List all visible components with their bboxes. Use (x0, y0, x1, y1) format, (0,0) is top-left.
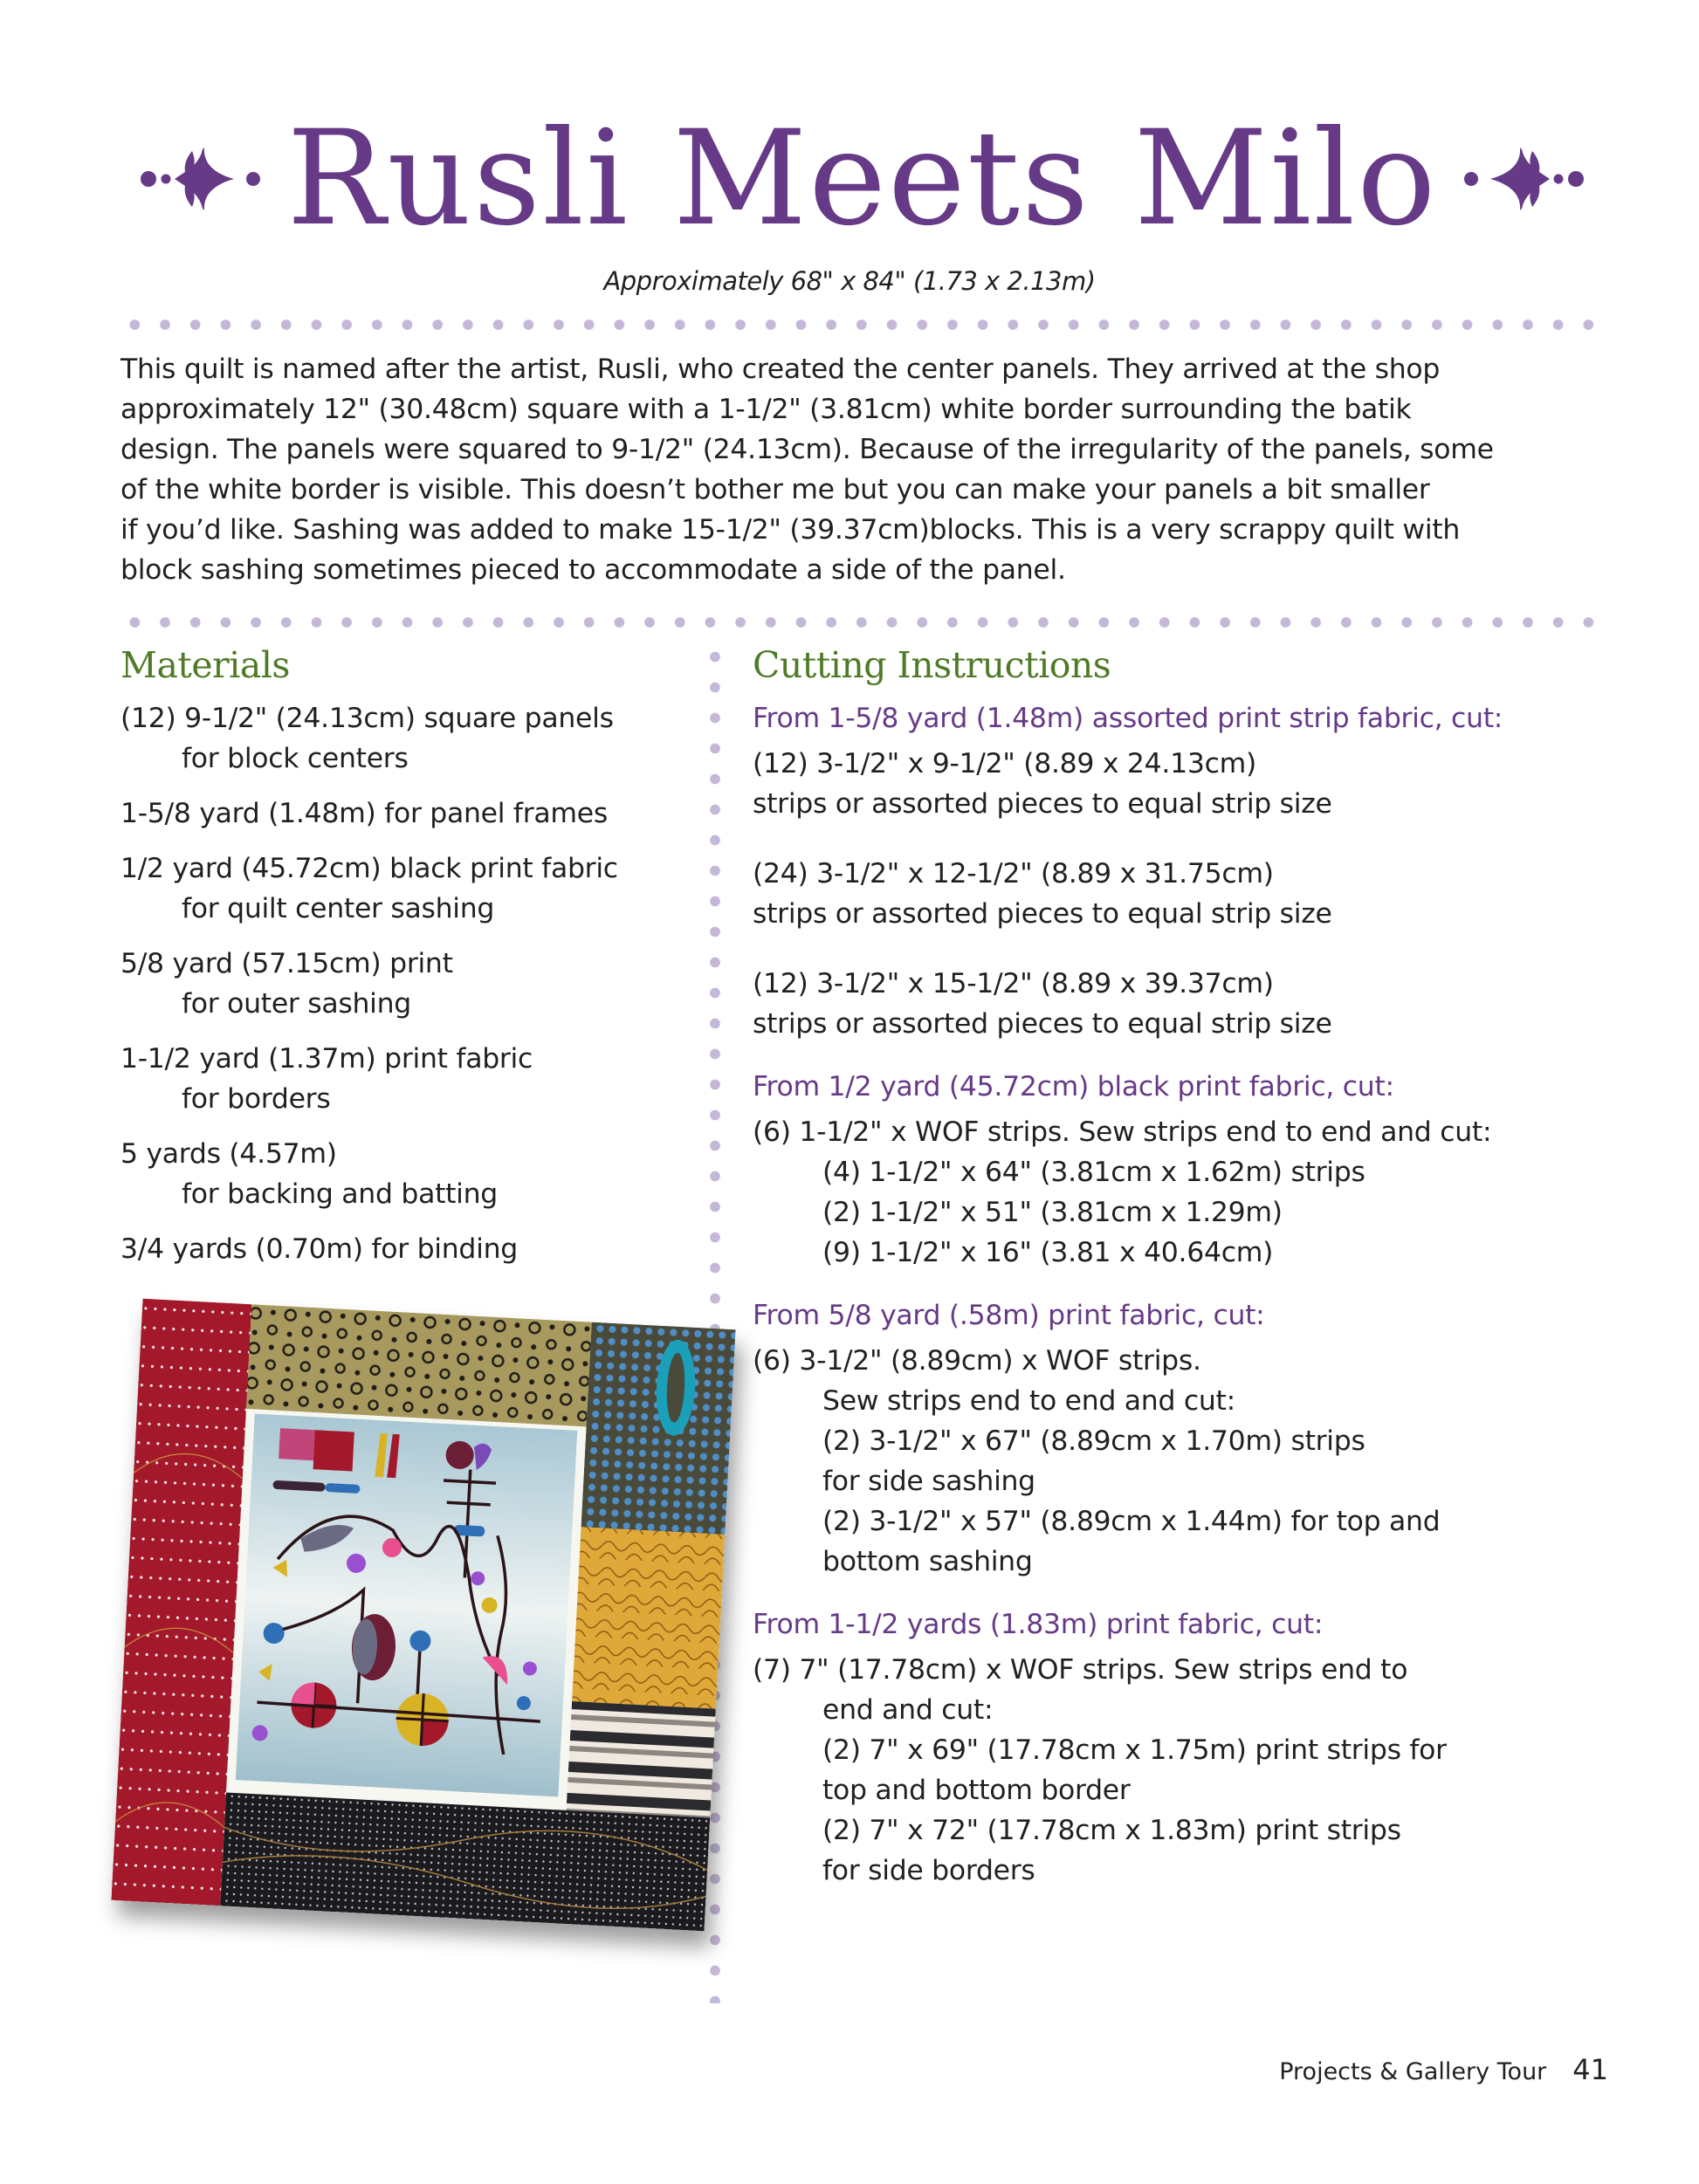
cutting-line: bottom sashing (822, 1546, 1033, 1577)
cutting-line: (7) 7" (17.78cm) x WOF strips. Sew strips end to (753, 1654, 1408, 1686)
cutting-line: top and bottom border (822, 1775, 1131, 1806)
materials-item-detail: for borders (182, 1083, 331, 1115)
cutting-line: (6) 1-1/2" x WOF strips. Sew strips end to end and cut: (753, 1116, 1492, 1148)
cutting-line: (6) 3-1/2" (8.89cm) x WOF strips. (753, 1345, 1201, 1377)
cutting-line: (12) 3-1/2" x 9-1/2" (8.89 x 24.13cm) (753, 748, 1257, 780)
materials-item-text: 5 yards (4.57m) (120, 1138, 337, 1170)
cutting-line: (2) 3-1/2" x 67" (8.89cm x 1.70m) strips (822, 1425, 1365, 1457)
intro-line: This quilt is named after the artist, Rusli, who created the center panels. They arrived at the shop (120, 354, 1441, 385)
cutting-heading: Cutting Instructions (753, 644, 1111, 686)
footer-section-title: Projects & Gallery Tour (1279, 2058, 1547, 2085)
cutting-line: (2) 3-1/2" x 57" (8.89cm x 1.44m) for top and (822, 1506, 1441, 1537)
dotted-divider-middle (120, 616, 1604, 628)
cutting-line: for side borders (822, 1855, 1035, 1886)
materials-item (120, 944, 688, 1024)
materials-heading: Materials (120, 644, 290, 686)
page-number: 41 (1572, 2053, 1608, 2086)
intro-line: design. The panels were squared to 9-1/2" (24.13cm). Because of the irregularity of the panels, some (120, 434, 1494, 465)
intro-paragraph (120, 349, 1613, 590)
materials-item-detail: for quilt center sashing (182, 893, 495, 924)
materials-list (120, 698, 688, 1284)
materials-item-text: 1-5/8 yard (1.48m) for panel frames (120, 798, 608, 829)
materials-item-text: 5/8 yard (57.15cm) print (120, 948, 453, 979)
materials-item (120, 1229, 688, 1269)
materials-item (120, 698, 688, 779)
title-row (113, 83, 1611, 275)
intro-line: approximately 12" (30.48cm) square with a 1-1/2" (3.81cm) white border surrounding the batik (120, 394, 1412, 425)
cutting-line: (2) 7" x 72" (17.78cm x 1.83m) print strips (822, 1815, 1401, 1846)
cutting-line: (2) 1-1/2" x 51" (3.81cm x 1.29m) (822, 1197, 1283, 1228)
materials-item-text: 3/4 yards (0.70m) for binding (120, 1233, 518, 1265)
cutting-line: (9) 1-1/2" x 16" (3.81 x 40.64cm) (822, 1237, 1274, 1268)
intro-line: block sashing sometimes pieced to accommodate a side of the panel. (120, 554, 1066, 586)
cutting-group-heading: From 1-1/2 yards (1.83m) print fabric, cut: (753, 1609, 1324, 1640)
page-footer (1279, 2053, 1608, 2086)
cutting-line: strips or assorted pieces to equal strip size (753, 788, 1332, 820)
cutting-line: (24) 3-1/2" x 12-1/2" (8.89 x 31.75cm) (753, 858, 1274, 889)
materials-item (120, 1134, 688, 1214)
cutting-line: strips or assorted pieces to equal strip size (753, 898, 1332, 930)
quilt-photo (111, 1299, 735, 1932)
cutting-line: end and cut: (822, 1694, 994, 1726)
materials-item (120, 793, 688, 834)
dotted-divider-top (120, 319, 1604, 331)
cutting-instructions (753, 698, 1608, 1891)
cutting-line: Sew strips end to end and cut: (822, 1385, 1235, 1417)
cutting-line: strips or assorted pieces to equal strip size (753, 1008, 1332, 1040)
quilt-image (111, 1299, 735, 1932)
cutting-line: (4) 1-1/2" x 64" (3.81cm x 1.62m) strips (822, 1157, 1365, 1188)
cutting-group-heading: From 1/2 yard (45.72cm) black print fabric, cut: (753, 1071, 1394, 1102)
page-title: Rusli Meets Milo (286, 103, 1438, 255)
materials-item-text: 1/2 yard (45.72cm) black print fabric (120, 853, 618, 884)
quilt-size-subtitle: Approximately 68" x 84" (1.73 x 2.13m) (603, 266, 1096, 296)
materials-item (120, 848, 688, 929)
left-flourish-icon (140, 135, 271, 223)
intro-line: if you’d like. Sashing was added to make 15-1/2" (39.37cm)blocks. This is a very scrappy quilt with (120, 514, 1460, 546)
right-flourish-icon (1454, 135, 1585, 223)
materials-item-detail: for backing and batting (182, 1178, 498, 1210)
cutting-line: (12) 3-1/2" x 15-1/2" (8.89 x 39.37cm) (753, 968, 1274, 999)
intro-line: of the white border is visible. This doesn’t bother me but you can make your panels a bit smaller (120, 474, 1430, 505)
materials-item (120, 1039, 688, 1119)
materials-item-text: (12) 9-1/2" (24.13cm) square panels (120, 703, 614, 734)
materials-item-detail: for outer sashing (182, 988, 411, 1020)
cutting-line: (2) 7" x 69" (17.78cm x 1.75m) print strips for (822, 1734, 1447, 1766)
materials-item-detail: for block centers (182, 743, 409, 774)
cutting-group-heading: From 5/8 yard (.58m) print fabric, cut: (753, 1300, 1265, 1331)
cutting-line: for side sashing (822, 1466, 1035, 1497)
materials-item-text: 1-1/2 yard (1.37m) print fabric (120, 1043, 533, 1075)
cutting-group-heading: From 1-5/8 yard (1.48m) assorted print strip fabric, cut: (753, 703, 1503, 734)
